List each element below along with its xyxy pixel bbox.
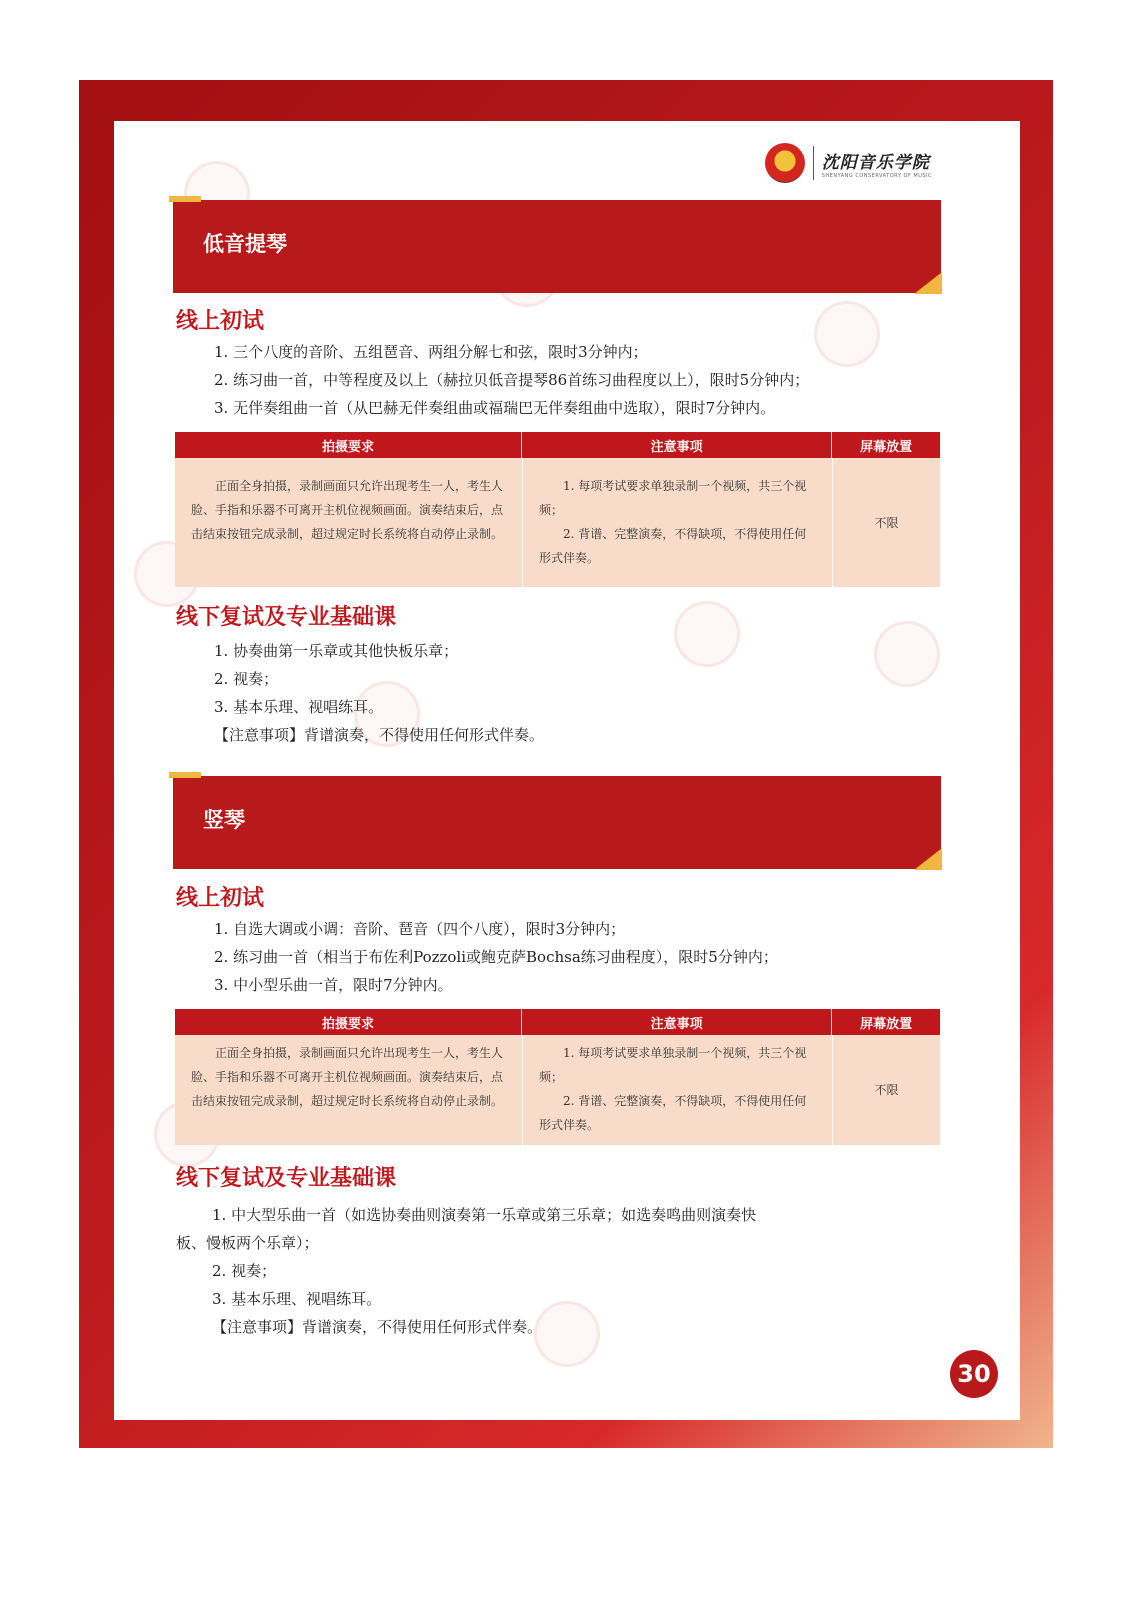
section-banner bbox=[173, 776, 941, 869]
list-item: 2. 视奏； bbox=[212, 1262, 277, 1280]
notes-cell bbox=[522, 458, 832, 587]
notice-text: 【注意事项】背谱演奏，不得使用任何形式伴奏。 bbox=[212, 1318, 543, 1336]
list-item: 1. 三个八度的音阶、五组琶音、两组分解七和弦，限时3分钟内； bbox=[214, 343, 648, 361]
table-header-cell: 注意事项 bbox=[521, 1009, 831, 1035]
filming-requirements: 正面全身拍摄，录制画面只允许出现考生一人，考生人脸、手指和乐器不可离开主机位视频画面。演奏结束后，点击结束按钮完成录制，超过规定时长系统将自动停止录制。 bbox=[191, 479, 504, 541]
list-item: 3. 无伴奏组曲一首（从巴赫无伴奏组曲或福瑞巴无伴奏组曲中选取），限时7分钟内。 bbox=[214, 399, 776, 417]
list-item-continuation: 板、慢板两个乐章）； bbox=[176, 1234, 319, 1252]
online-heading: 线上初试 bbox=[176, 886, 265, 911]
offline-list bbox=[214, 637, 954, 749]
table-header-cell: 屏幕放置 bbox=[831, 1009, 940, 1035]
table-header bbox=[175, 432, 940, 458]
requirements-table bbox=[175, 432, 940, 587]
list-item: 3. 中小型乐曲一首，限时7分钟内。 bbox=[214, 976, 453, 994]
table-header-cell: 注意事项 bbox=[521, 432, 831, 458]
table-row bbox=[175, 458, 940, 587]
section-title: 低音提琴 bbox=[203, 232, 287, 256]
list-item: 1. 中大型乐曲一首（如选协奏曲则演奏第一乐章或第三乐章；如选奏鸣曲则演奏快 bbox=[212, 1206, 757, 1224]
offline-heading: 线下复试及专业基础课 bbox=[176, 1166, 397, 1191]
filming-requirements: 正面全身拍摄，录制画面只允许出现考生一人，考生人脸、手指和乐器不可离开主机位视频画面。演奏结束后，点击结束按钮完成录制，超过规定时长系统将自动停止录制。 bbox=[191, 1046, 504, 1108]
note-item: 1. 每项考试要求单独录制一个视频，共三个视频； bbox=[539, 1046, 807, 1084]
note-item: 2. 背谱、完整演奏，不得缺项，不得使用任何形式伴奏。 bbox=[539, 1094, 807, 1132]
list-item: 2. 练习曲一首（相当于布佐利Pozzoli或鲍克萨Bochsa练习曲程度），限时5分钟内； bbox=[214, 948, 778, 966]
offline-heading: 线下复试及专业基础课 bbox=[176, 605, 397, 630]
list-item: 1. 协奏曲第一乐章或其他快板乐章； bbox=[214, 642, 459, 660]
school-emblem-icon bbox=[765, 143, 805, 183]
list-item: 2. 练习曲一首，中等程度及以上（赫拉贝低音提琴86首练习曲程度以上），限时5分钟内； bbox=[214, 371, 810, 389]
table-header-cell: 屏幕放置 bbox=[831, 432, 940, 458]
online-heading: 线上初试 bbox=[176, 309, 265, 334]
table-header bbox=[175, 1009, 940, 1035]
note-item: 2. 背谱、完整演奏，不得缺项，不得使用任何形式伴奏。 bbox=[539, 527, 807, 565]
notice-text: 【注意事项】背谱演奏，不得使用任何形式伴奏。 bbox=[214, 726, 545, 744]
screen-placement: 不限 bbox=[832, 1035, 940, 1145]
section-title: 竖琴 bbox=[203, 808, 245, 832]
offline-list bbox=[176, 1201, 956, 1341]
list-item: 1. 自选大调或小调：音阶、琶音（四个八度），限时3分钟内； bbox=[214, 920, 626, 938]
school-logo bbox=[765, 143, 932, 183]
table-header-cell: 拍摄要求 bbox=[322, 439, 375, 455]
logo-divider bbox=[813, 146, 814, 180]
page-number: 30 bbox=[950, 1350, 998, 1398]
logo-subtitle: SHENYANG CONSERVATORY OF MUSIC bbox=[821, 172, 932, 179]
table-row bbox=[175, 1035, 940, 1145]
table-header-cell: 拍摄要求 bbox=[322, 1016, 375, 1032]
online-list bbox=[214, 338, 954, 422]
screen-placement: 不限 bbox=[832, 458, 940, 587]
list-item: 3. 基本乐理、视唱练耳。 bbox=[214, 698, 384, 716]
note-item: 1. 每项考试要求单独录制一个视频，共三个视频； bbox=[539, 479, 807, 517]
online-list bbox=[214, 915, 954, 999]
list-item: 3. 基本乐理、视唱练耳。 bbox=[212, 1290, 382, 1308]
logo-name: 沈阳音乐学院 bbox=[821, 152, 930, 173]
page-content bbox=[114, 121, 1020, 1420]
requirements-table bbox=[175, 1009, 940, 1145]
notes-cell bbox=[522, 1035, 832, 1145]
section-banner bbox=[173, 200, 941, 293]
list-item: 2. 视奏； bbox=[214, 670, 279, 688]
